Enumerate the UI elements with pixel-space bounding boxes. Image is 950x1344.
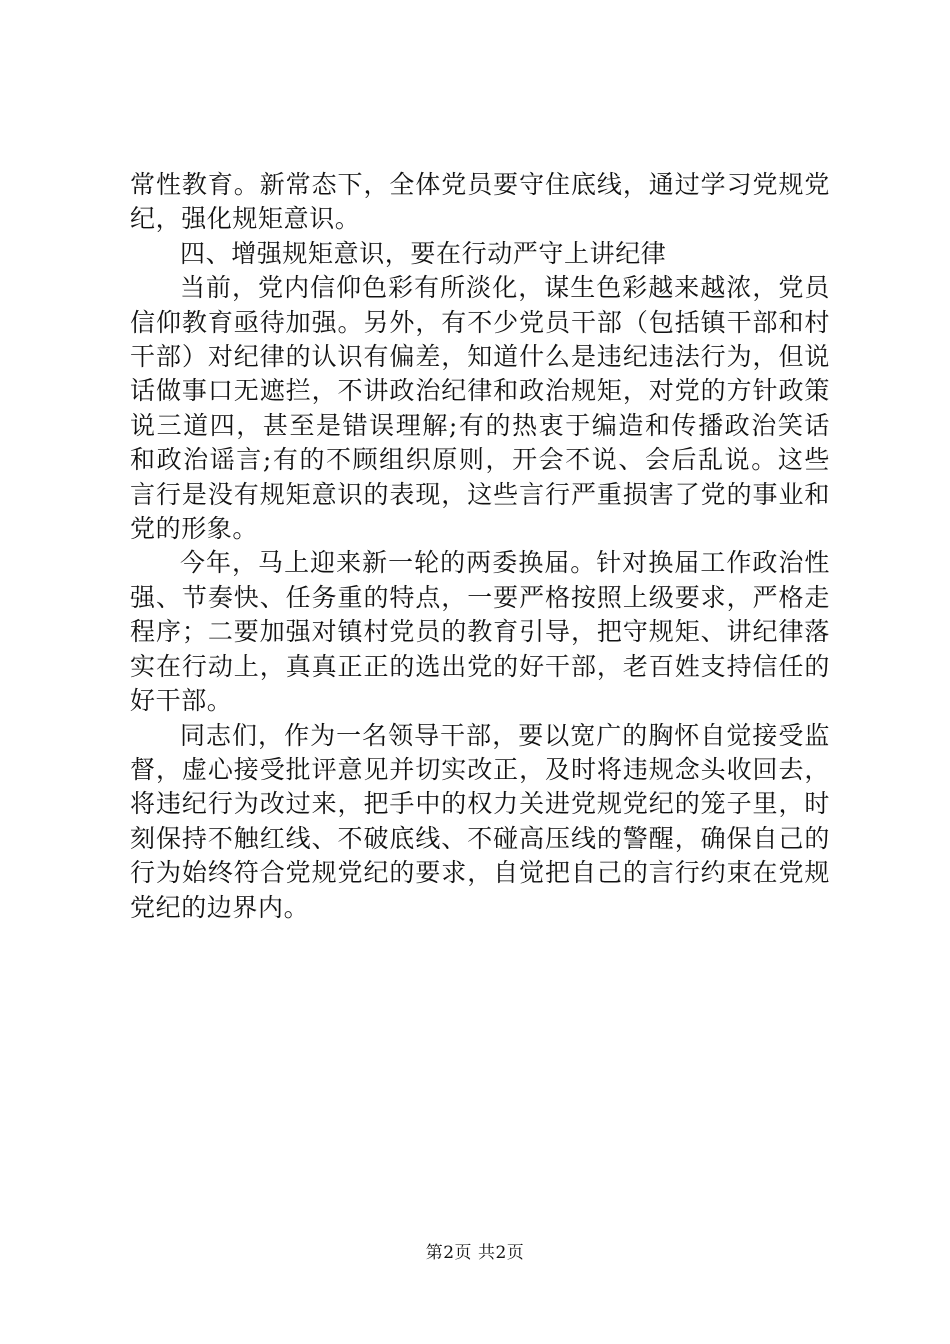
paragraph-1: 常性教育。新常态下，全体党员要守住底线，通过学习党规党纪，强化规矩意识。: [130, 170, 830, 234]
paragraph-4: 今年，马上迎来新一轮的两委换届。针对换届工作政治性强、节奏快、任务重的特点，一要严格按照上级要求，严格走程序；二要加强对镇村党员的教育引导，把守规矩、讲纪律落实在行动上，真真正正的选出党的好干部，老百姓支持信任的好干部。: [130, 548, 830, 716]
document-body: [130, 168, 830, 925]
page-footer: 第2页 共2页: [425, 1243, 525, 1263]
paragraph-5: 同志们，作为一名领导干部，要以宽广的胸怀自觉接受监督，虚心接受批评意见并切实改正，及时将违规念头收回去，将违纪行为改过来，把手中的权力关进党规党纪的笼子里，时刻保持不触红线、不破底线、不碰高压线的警醒，确保自己的行为始终符合党规党纪的要求，自觉把自己的言行约束在党规党纪的边界内。: [130, 720, 830, 922]
paragraph-3: 当前，党内信仰色彩有所淡化，谋生色彩越来越浓，党员信仰教育亟待加强。另外，有不少党员干部（包括镇干部和村干部）对纪律的认识有偏差，知道什么是违纪违法行为，但说话做事口无遮拦，不讲政治纪律和政治规矩，对党的方针政策说三道四，甚至是错误理解;有的热衷于编造和传播政治笑话和政治谣言;有的不顾组织原则，开会不说、会后乱说。这些言行是没有规矩意识的表现，这些言行严重损害了党的事业和党的形象。: [130, 273, 830, 544]
section-heading-4: 四、增强规矩意识，要在行动严守上讲纪律: [180, 238, 667, 268]
